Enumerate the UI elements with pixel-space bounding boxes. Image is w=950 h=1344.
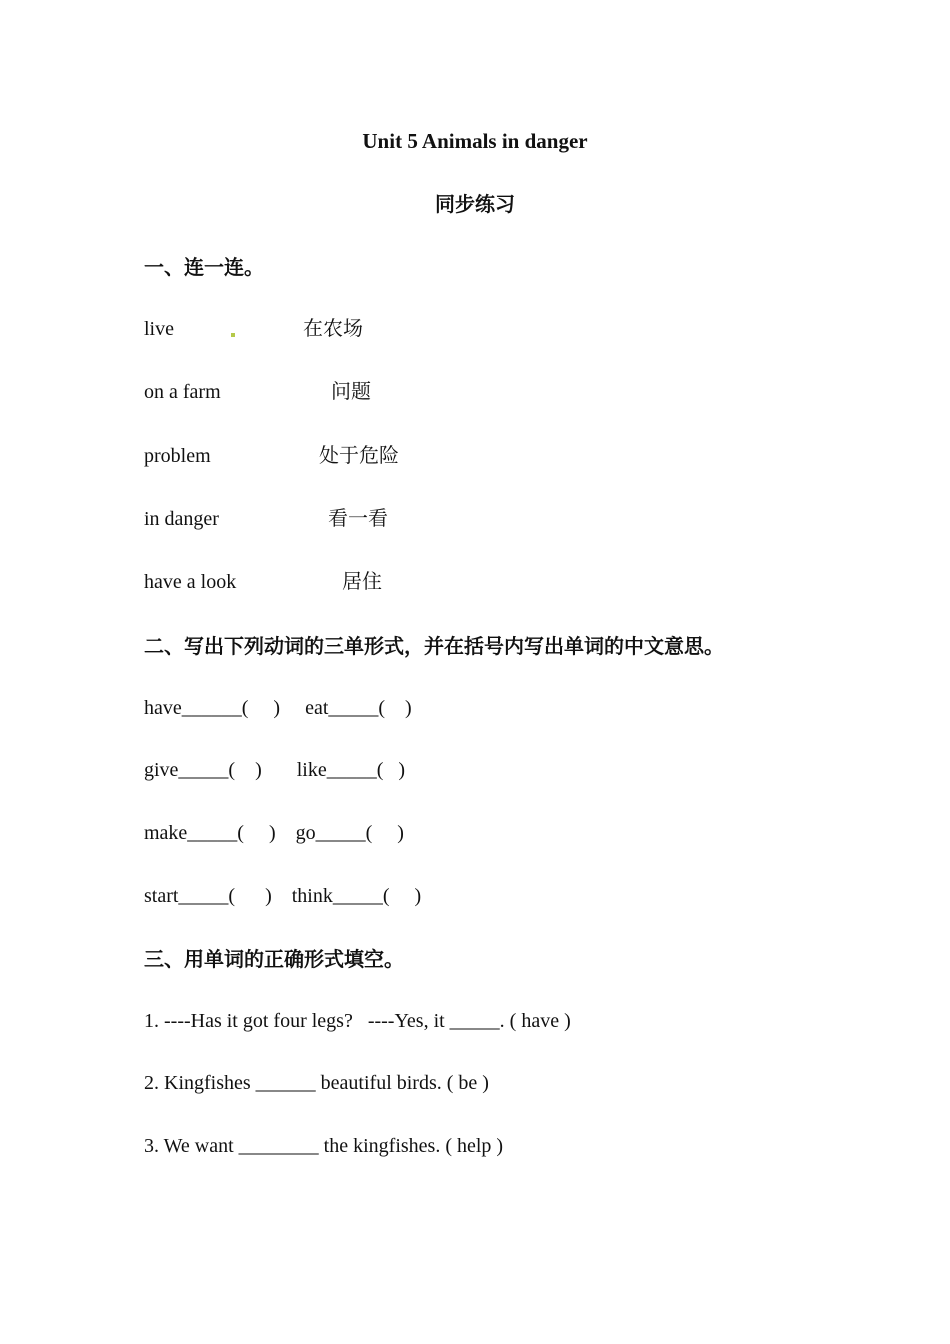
page-subtitle: 同步练习	[435, 192, 515, 216]
section3-heading: 三、用单词的正确形式填空。	[144, 947, 404, 971]
fill-item-2: 2. Kingfishes ______ beautiful birds. ( be )	[144, 1072, 489, 1094]
page-title: Unit 5 Animals in danger	[362, 129, 588, 153]
match-chinese-1: 在农场	[303, 316, 363, 340]
match-chinese-3: 处于危险	[319, 443, 399, 467]
section2-heading: 二、写出下列动词的三单形式，并在括号内写出单词的中文意思。	[144, 634, 724, 658]
verb-row-4: start_____( ) think_____( )	[144, 885, 422, 907]
match-english-1: live	[144, 318, 174, 340]
fill-item-3: 3. We want ________ the kingfishes. ( help )	[144, 1135, 504, 1157]
fill-item-1: 1. ----Has it got four legs? ----Yes, it _____. ( have )	[144, 1010, 571, 1032]
match-chinese-2: 问题	[331, 379, 371, 403]
match-chinese-5: 居住	[342, 569, 382, 593]
verb-row-2: give_____( ) like_____( )	[144, 759, 406, 781]
decorative-dot	[231, 333, 235, 337]
match-english-3: problem	[144, 445, 211, 467]
match-english-5: have a look	[144, 571, 237, 593]
match-english-2: on a farm	[144, 381, 221, 403]
section1-heading: 一、连一连。	[144, 255, 264, 279]
verb-row-1: have______( ) eat_____( )	[144, 697, 412, 719]
match-chinese-4: 看一看	[328, 506, 388, 530]
verb-row-3: make_____( ) go_____( )	[144, 822, 404, 844]
match-english-4: in danger	[144, 508, 219, 530]
